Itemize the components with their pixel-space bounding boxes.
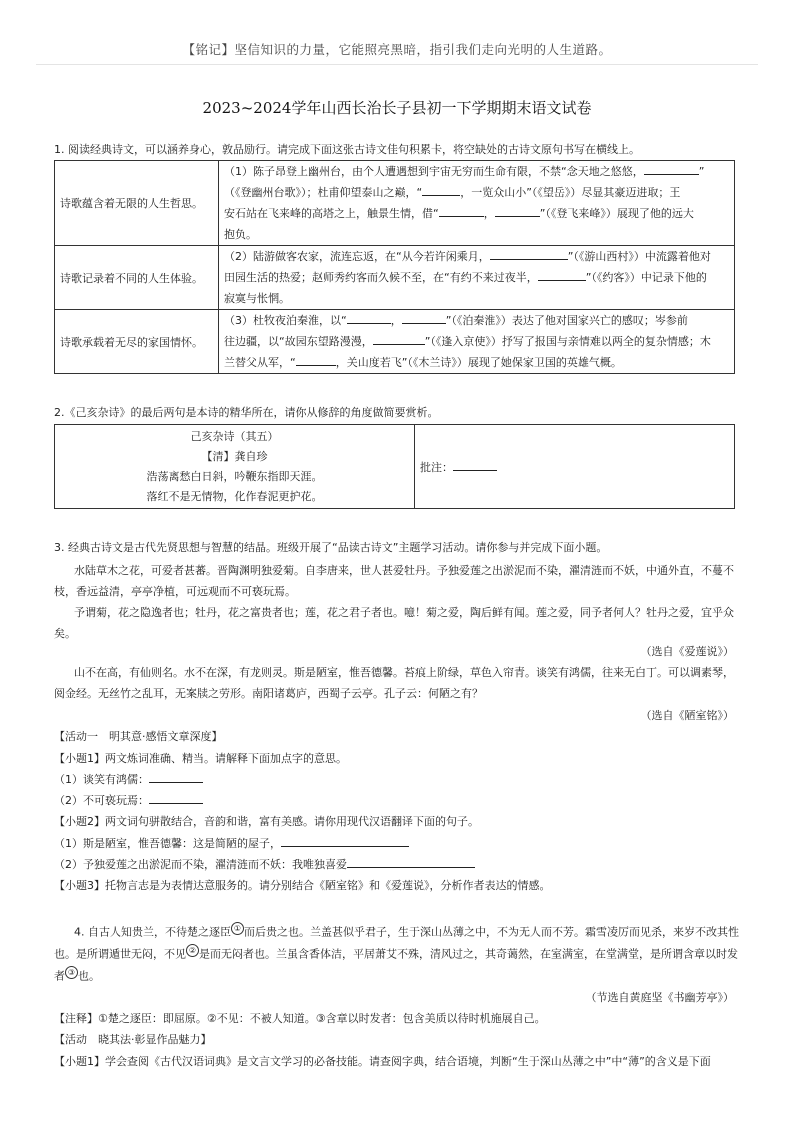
q1-text: ” xyxy=(698,165,705,178)
answer-blank[interactable] xyxy=(347,856,475,868)
answer-blank[interactable] xyxy=(644,163,699,175)
answer-blank[interactable] xyxy=(296,354,336,366)
q3-activity: 【活动一 明其意·感悟文章深度】 xyxy=(54,730,223,743)
q1-card-table xyxy=(54,160,735,374)
footnote-marker: ② xyxy=(186,944,199,957)
q1-row-content xyxy=(219,246,735,310)
q1-text: ，一览众山小”（《望岳》）尽显其豪迈进取；王 xyxy=(460,186,681,199)
q2-stem: 2.《己亥杂诗》的最后两句是本诗的精华所在，请你从修辞的角度做简要赏析。 xyxy=(54,406,439,419)
q1-row-content xyxy=(219,310,735,374)
q3-para: 水陆草木之花，可爱者甚蕃。晋陶渊明独爱菊。自李唐来，世人甚爱牡丹。予独爱莲之出淤泥而不染，濯清涟而不妖，中通外直，不蔓不 xyxy=(74,564,734,577)
q3-source: （选自《爱莲说》） xyxy=(640,645,734,658)
q2-note-cell xyxy=(415,425,735,509)
q4-para: 者 ③ 也。 xyxy=(54,968,100,983)
q3-para: 予谓菊，花之隐逸者也；牡丹，花之富贵者也；莲，花之君子者也。噫！菊之爱，陶后鲜有闻。莲之爱，同予者何人？牡丹之爱，宜乎众 xyxy=(74,606,734,619)
q1-text: ， xyxy=(483,207,495,220)
answer-blank[interactable] xyxy=(495,205,540,217)
q1-stem: 1. 阅读经典诗文，可以涵养身心，敦品励行。请完成下面这张古诗文佳句积累卡，将空缺处的古诗文原句书写在横线上。 xyxy=(54,143,640,156)
q4-activity: 【活动 晓其法·彰显作品魅力】 xyxy=(54,1033,212,1046)
answer-blank[interactable] xyxy=(149,771,203,783)
q1-row-label: 诗歌承载着无尽的家国情怀。 xyxy=(55,310,219,374)
answer-blank[interactable] xyxy=(402,312,446,324)
answer-blank[interactable] xyxy=(373,333,425,345)
footnote-marker: ① xyxy=(231,922,244,935)
header-divider xyxy=(36,64,758,65)
q1-text: ”（《泊秦淮》）表达了他对国家兴亡的感叹；岑参前 xyxy=(445,314,688,327)
q1-text: 抱负。 xyxy=(224,228,257,241)
answer-blank[interactable] xyxy=(422,184,460,196)
poem-line-1: 浩荡离愁白日斜，吟鞭东指即天涯。 xyxy=(146,469,323,483)
q3-sub1-a: （1）谈笑有鸿儒： xyxy=(54,770,203,790)
q3-sub2-a: （1）斯是陋室，惟吾德馨：这是简陋的屋子， xyxy=(54,834,409,854)
q3-sub1: 【小题1】两文炼词准确、精当。请解释下面加点字的意思。 xyxy=(54,752,347,765)
q1-text: （《登幽州台歌》）；杜甫仰望泰山之巅，“ xyxy=(224,186,423,199)
q3-sub2-b: （2）予独爱莲之出淤泥而不染，濯清涟而不妖：我唯独喜爱 xyxy=(54,855,475,875)
q3-para: 山不在高，有仙则名。水不在深，有龙则灵。斯是陋室，惟吾德馨。苔痕上阶绿，草色入帘青。谈笑有鸿儒，往来无白丁。可以调素琴， xyxy=(74,666,734,679)
poem-line-2: 落红不是无情物，化作春泥更护花。 xyxy=(146,489,323,503)
answer-blank[interactable] xyxy=(453,459,497,471)
poem-title: 己亥杂诗（其五） xyxy=(190,429,279,443)
q2-table xyxy=(54,424,735,509)
answer-blank[interactable] xyxy=(439,205,484,217)
q1-text: 往边疆，以“故园东望路漫漫， xyxy=(224,335,373,348)
q4-sub1: 【小题1】学会查阅《古代汉语词典》是文言文学习的必备技能。请查阅字典，结合语境，判断“生于深山丛薄之中”中“薄”的含义是下面 xyxy=(54,1055,711,1068)
answer-blank[interactable] xyxy=(347,312,391,324)
q1-text: ”（《约客》）中记录下他的 xyxy=(585,271,707,284)
answer-blank[interactable] xyxy=(281,835,409,847)
q1-text: （3）杜牧夜泊秦淮，以“ xyxy=(224,314,347,327)
q1-row-1 xyxy=(55,161,735,246)
q1-row-2 xyxy=(55,246,735,310)
footnote-marker: ③ xyxy=(65,966,78,979)
q1-text: 寂寞与怅惘。 xyxy=(224,292,290,305)
q3-para: 矣。 xyxy=(54,627,76,640)
q4-note: 【注释】①楚之逐臣：即屈原。②不见：不被人知道。③含章以时发者：包含美质以待时机施展自己。 xyxy=(54,1012,546,1025)
q1-text: ”（《逢入京使》）抒写了报国与亲情难以两全的复杂情感；木 xyxy=(424,335,711,348)
q1-text: （2）陆游做客农家，流连忘返，在“从今若许闲乘月， xyxy=(224,250,490,263)
q1-text: （1）陈子昂登上幽州台，由个人遭遇想到宇宙无穷而生命有限，不禁“念天地之悠悠， xyxy=(224,165,644,178)
q2-poem-cell xyxy=(55,425,415,509)
motto-banner: 【铭记】坚信知识的力量，它能照亮黑暗，指引我们走向光明的人生道路。 xyxy=(182,42,612,57)
q1-row-label: 诗歌记录着不同的人生体验。 xyxy=(55,246,219,310)
note-label: 批注： xyxy=(420,460,453,474)
poem-author: 【清】龚自珍 xyxy=(201,449,268,463)
q1-text: ”（《游山西村》）中流露着他对 xyxy=(567,250,711,263)
q1-text: ”（《登飞来峰》）展现了他的远大 xyxy=(539,207,694,220)
q1-text: 田园生活的热爱；赵师秀约客而久候不至，在“有约不来过夜半， xyxy=(224,271,538,284)
answer-blank[interactable] xyxy=(490,248,568,260)
q1-text: ， xyxy=(390,314,402,327)
q3-para: 枝，香远益清，亭亭净植，可远观而不可亵玩焉。 xyxy=(54,585,296,598)
page-title: 2023~2024学年山西长治长子县初一下学期期末语文试卷 xyxy=(202,99,592,117)
q3-para: 阅金经。无丝竹之乱耳，无案牍之劳形。南阳诸葛庐，西蜀子云亭。孔子云：何陋之有？ xyxy=(54,687,483,700)
q1-text: 兰替父从军，“ xyxy=(224,356,296,369)
q3-sub1-b: （2）不可亵玩焉： xyxy=(54,791,203,811)
q3-sub2: 【小题2】两文词句骈散结合，音韵和谐，富有美感。请你用现代汉语翻译下面的句子。 xyxy=(54,815,479,828)
q3-stem: 3. 经典古诗文是古代先贤思想与智慧的结晶。班级开展了“品读古诗文”主题学习活动。请你参与并完成下面小题。 xyxy=(54,541,608,554)
q1-text: 安石站在飞来峰的高塔之上，触景生情，借“ xyxy=(224,207,439,220)
q4-para: 4. 自古人知贵兰，不待楚之逐臣 ① 而后贵之也。兰盖甚似乎君子，生于深山丛薄之中，不为无人而不芳。霜雪凌厉而见杀，来岁不改其性 xyxy=(74,924,739,939)
answer-blank[interactable] xyxy=(149,792,203,804)
q1-row-label: 诗歌蕴含着无限的人生哲思。 xyxy=(55,161,219,246)
q1-text: ，关山度若飞”（《木兰诗》）展现了她保家卫国的英雄气概。 xyxy=(335,356,622,369)
q4-para: 也。是所谓遁世无闷，不见 ② 是而无闷者也。兰虽含香体洁，平居萧艾不殊，清风过之，其奇蔼然，在室满室，在堂满堂，是所谓含章以时发 xyxy=(54,946,738,961)
answer-blank[interactable] xyxy=(538,269,586,281)
q1-row-3 xyxy=(55,310,735,374)
q1-row-content xyxy=(219,161,735,246)
q3-sub3: 【小题3】托物言志是为表情达意服务的。请分别结合《陋室铭》和《爱莲说》，分析作者表达的情感。 xyxy=(54,879,551,892)
q3-source: （选自《陋室铭》） xyxy=(640,709,734,722)
q4-source: （节选自黄庭坚《书幽芳亭》） xyxy=(585,991,734,1004)
